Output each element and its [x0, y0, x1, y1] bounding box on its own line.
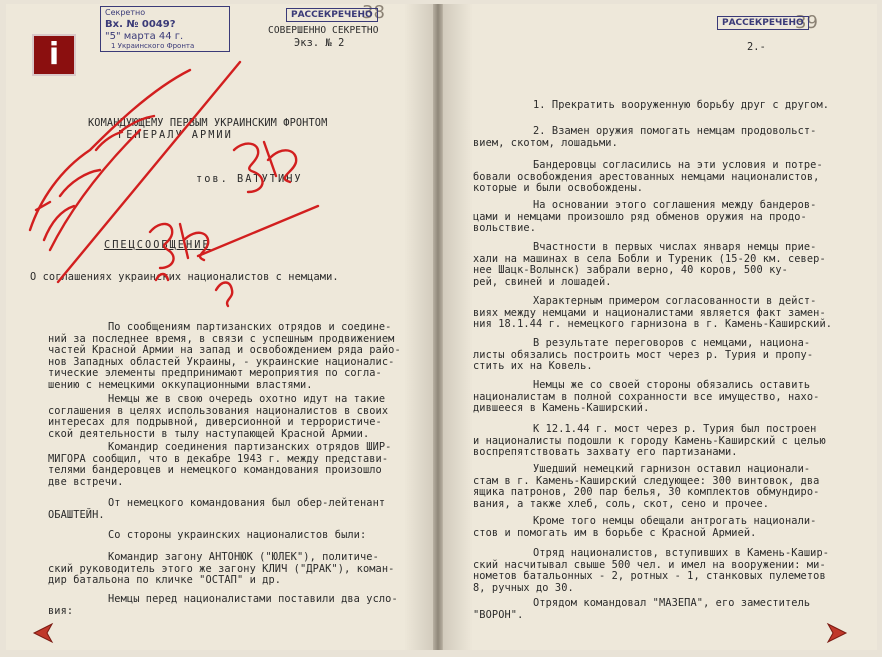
body-line: ской деятельности в тылу наступающей Красной Армии. — [48, 427, 370, 440]
body-line: Со стороны украинских националистов были: — [108, 529, 367, 541]
body-line: рей, свиней и лошадей. — [473, 275, 612, 288]
body-line: ний за последнее время, в связи с успешным продвижением — [48, 332, 395, 345]
arrow-right-icon[interactable] — [824, 620, 850, 646]
document-title: СПЕЦСООБЩЕНИЕ — [104, 239, 211, 251]
body-line: ский насчитывал свыше 500 чел. и имел на вооружении: ми- — [473, 558, 826, 571]
incoming-stamp-line: Вх. № 0049? — [105, 19, 176, 30]
body-line: От немецкого командования был обер-лейтенант — [108, 497, 386, 509]
incoming-stamp-line: Секретно — [105, 8, 146, 17]
incoming-stamp-line: 1 Украинского Фронта — [111, 42, 195, 50]
addressee-line: ГЕНЕРАЛУ АРМИИ — [118, 129, 233, 141]
body-line: вания, а также хлеб, соль, скот, сено и прочее. — [473, 497, 770, 510]
body-line: Вчастности в первых числах января немцы прие- — [533, 241, 817, 253]
body-line: которые и были освобождены. — [473, 182, 644, 194]
body-line: "ВОРОН". — [473, 608, 524, 621]
body-line: Кроме того немцы обещали антрогать национали- — [533, 515, 817, 527]
body-line: цами и немцами произошло ряд обменов оружия на продо- — [473, 210, 807, 223]
body-line: шению с немецкими оккупационными властями. — [48, 378, 313, 391]
arrow-left-icon[interactable] — [30, 620, 56, 646]
body-line: нометов батальонных - 2, ротных - 1, станковых пулеметов — [473, 570, 826, 582]
body-line: дир батальона по кличке "ОСТАП" и др. — [48, 574, 282, 586]
body-line: виях между немцами и националистами является факт замен- — [473, 306, 826, 319]
resolution-scribble — [150, 224, 208, 268]
body-line: телями бандеровцев и немецкого командования произошло — [48, 464, 382, 476]
body-line: Немцы же со своей стороны обязались оставить — [533, 379, 811, 391]
body-line: вием, скотом, лошадьми. — [473, 136, 618, 149]
body-line: хали на машинах в села Бобли и Туреник (15-20 км. север- — [473, 252, 826, 265]
body-line: По сообщениям партизанских отрядов и соедине- — [108, 321, 392, 333]
handwritten-page-number: 38 — [362, 4, 385, 23]
resolution-scribble — [234, 142, 296, 192]
body-line: стов и помогать им в борьбе с Красной Армией. — [473, 526, 757, 539]
body-line: Немцы перед националистами поставили два усло- — [108, 593, 398, 605]
document-subject: О соглашениях украинских националистов с немцами. — [30, 271, 339, 283]
body-line: ящика патронов, 200 пар белья, 30 комплектов обмундиро- — [473, 486, 820, 498]
page-number: 2.- — [747, 41, 766, 53]
declassified-stamp: РАССЕКРЕЧЕНО — [717, 16, 809, 30]
body-line: две встречи. — [48, 475, 124, 488]
body-line: тические элементы предпринимают мероприятия по согла- — [48, 367, 382, 379]
body-line: воспрепятствовать захвату его партизанами. — [473, 446, 738, 458]
body-line: частей Красной Армии на запад и освобождением ряда райо- — [48, 344, 401, 356]
addressee-line: КОМАНДУЮЩЕМУ ПЕРВЫМ УКРАИНСКИМ ФРОНТОМ — [88, 117, 328, 129]
body-line: Отряд националистов, вступивших в Камень-Кашир- — [533, 547, 830, 559]
body-line: МИГОРА сообщил, что в декабре 1943 г. между представи- — [48, 452, 389, 465]
body-line: Ушедший немецкий гарнизон оставил национали- — [533, 463, 811, 475]
body-line: В результате переговоров с немцами, национа- — [533, 337, 811, 349]
copy-number: Экз. № 2 — [294, 37, 345, 49]
body-line: Командир соединения партизанских отрядов ШИР- — [108, 441, 392, 453]
body-line: интересах для подрывной, диверсионной и террористиче- — [48, 416, 382, 428]
body-line: 1. Прекратить вооруженную борьбу друг с другом. — [533, 99, 830, 111]
body-line: вольствие. — [473, 222, 536, 234]
body-line: националистам в полной сохранности все имущество, нахо- — [473, 390, 820, 403]
body-line: Бандеровцы согласились на эти условия и потре- — [533, 159, 823, 171]
declassified-stamp: РАССЕКРЕЧЕНО — [286, 8, 378, 22]
body-line: Отрядом командовал "МАЗЕПА", его заместитель — [533, 597, 811, 609]
addressee-line: тов. ВАТУТИНУ — [196, 173, 303, 185]
body-line: 8, ручных до 30. — [473, 581, 574, 594]
body-line: Немцы же в свою очередь охотно идут на такие — [108, 393, 386, 405]
body-line: соглашения в целях использования националистов в своих — [48, 404, 389, 417]
body-line: бовали освобождения арестованных немцами националистов, — [473, 170, 820, 183]
body-line: Командир загону АНТОНЮК ("ЮЛЕК"), политиче- — [108, 551, 379, 563]
body-line: 2. Взамен оружия помогать немцам продовольст- — [533, 125, 817, 137]
body-line: ния 18.1.44 г. немецкого гарнизона в г. Камень-Каширский. — [473, 318, 833, 330]
handwritten-page-number: 39 — [795, 12, 818, 33]
info-icon: i — [48, 37, 60, 72]
body-line: ский руководитель этого же загону КЛИЧ ("ДРАК"), коман- — [48, 562, 395, 575]
body-line: вия: — [48, 604, 74, 617]
body-line: дившееся в Камень-Каширский. — [473, 402, 650, 414]
info-button[interactable] — [32, 34, 76, 76]
body-line: К 12.1.44 г. мост через р. Турия был построен — [533, 423, 817, 435]
body-line: листы обязались построить мост через р. Турия и пропу- — [473, 348, 814, 361]
body-line: ОБАШТЕЙН. — [48, 508, 105, 521]
body-line: стам в г. Камень-Каширский следующее: 300 винтовок, два — [473, 474, 820, 487]
body-line: На основании этого соглашения между бандеров- — [533, 199, 817, 211]
secret-header: СОВЕРШЕННО СЕКРЕТНО — [268, 25, 379, 36]
body-line: нее Шацк-Волынск) забрали верно, 40 коров, 500 ку- — [473, 264, 788, 276]
body-line: стить их на Ковель. — [473, 360, 593, 372]
body-line: и националисты подошли к городу Камень-Каширский с целью — [473, 434, 826, 447]
body-line: нов Западных областей Украины, - украинские националис- — [48, 355, 395, 368]
strike-line — [198, 206, 318, 256]
initials-scribble — [156, 274, 232, 306]
body-line: Характерным примером согласованности в дейст- — [533, 295, 817, 307]
incoming-stamp-line: "5" марта 44 г. — [105, 31, 184, 42]
